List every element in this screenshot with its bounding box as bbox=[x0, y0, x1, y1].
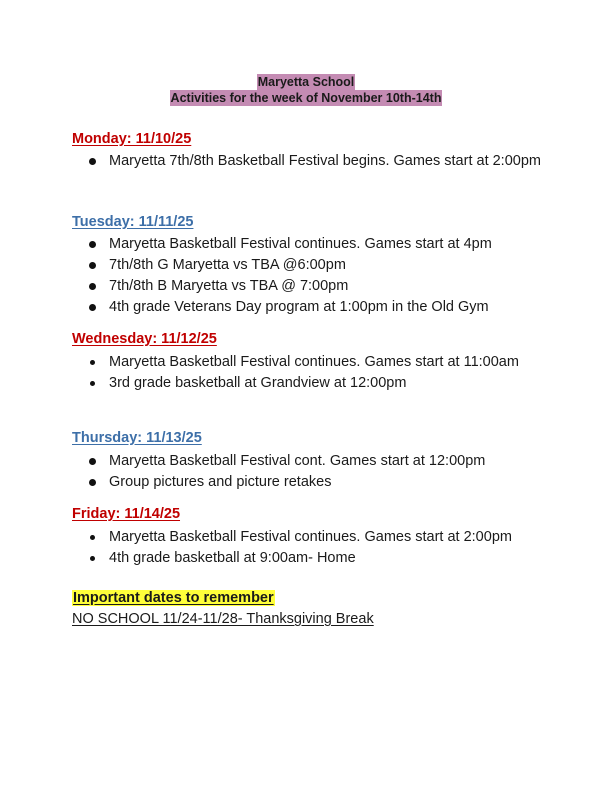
list-item: Maryetta 7th/8th Basketball Festival begins. Games start at 2:00pm bbox=[72, 151, 552, 172]
document-header bbox=[0, 74, 612, 106]
friday-event-list bbox=[72, 527, 552, 569]
list-item: Maryetta Basketball Festival continues. Games start at 4pm bbox=[72, 234, 552, 255]
monday-event-list bbox=[72, 151, 552, 172]
week-subtitle: Activities for the week of November 10th-14th bbox=[170, 91, 442, 105]
day-heading-monday: Monday: 11/10/25 bbox=[72, 131, 192, 147]
day-heading-thursday: Thursday: 11/13/25 bbox=[72, 430, 202, 446]
day-heading-wednesday: Wednesday: 11/12/25 bbox=[72, 331, 217, 347]
list-item: Maryetta Basketball Festival continues. Games start at 2:00pm bbox=[72, 527, 552, 548]
list-item: 4th grade Veterans Day program at 1:00pm in the Old Gym bbox=[72, 297, 552, 318]
list-item: 7th/8th B Maryetta vs TBA @ 7:00pm bbox=[72, 276, 552, 297]
wednesday-event-list bbox=[72, 352, 552, 394]
day-heading-friday: Friday: 11/14/25 bbox=[72, 506, 181, 522]
list-item: 7th/8th G Maryetta vs TBA @6:00pm bbox=[72, 255, 552, 276]
list-item: Group pictures and picture retakes bbox=[72, 472, 552, 493]
thursday-event-list bbox=[72, 451, 552, 493]
day-heading-tuesday: Tuesday: 11/11/25 bbox=[72, 214, 194, 230]
no-school-note: NO SCHOOL 11/24-11/28- Thanksgiving Break bbox=[72, 611, 374, 627]
tuesday-event-list bbox=[72, 234, 552, 318]
list-item: 3rd grade basketball at Grandview at 12:00pm bbox=[72, 373, 552, 394]
list-item: Maryetta Basketball Festival cont. Games start at 12:00pm bbox=[72, 451, 552, 472]
school-name: Maryetta School bbox=[257, 75, 355, 89]
list-item: Maryetta Basketball Festival continues. Games start at 11:00am bbox=[72, 352, 552, 373]
list-item: 4th grade basketball at 9:00am- Home bbox=[72, 548, 552, 569]
important-dates-heading: Important dates to remember bbox=[73, 590, 274, 606]
